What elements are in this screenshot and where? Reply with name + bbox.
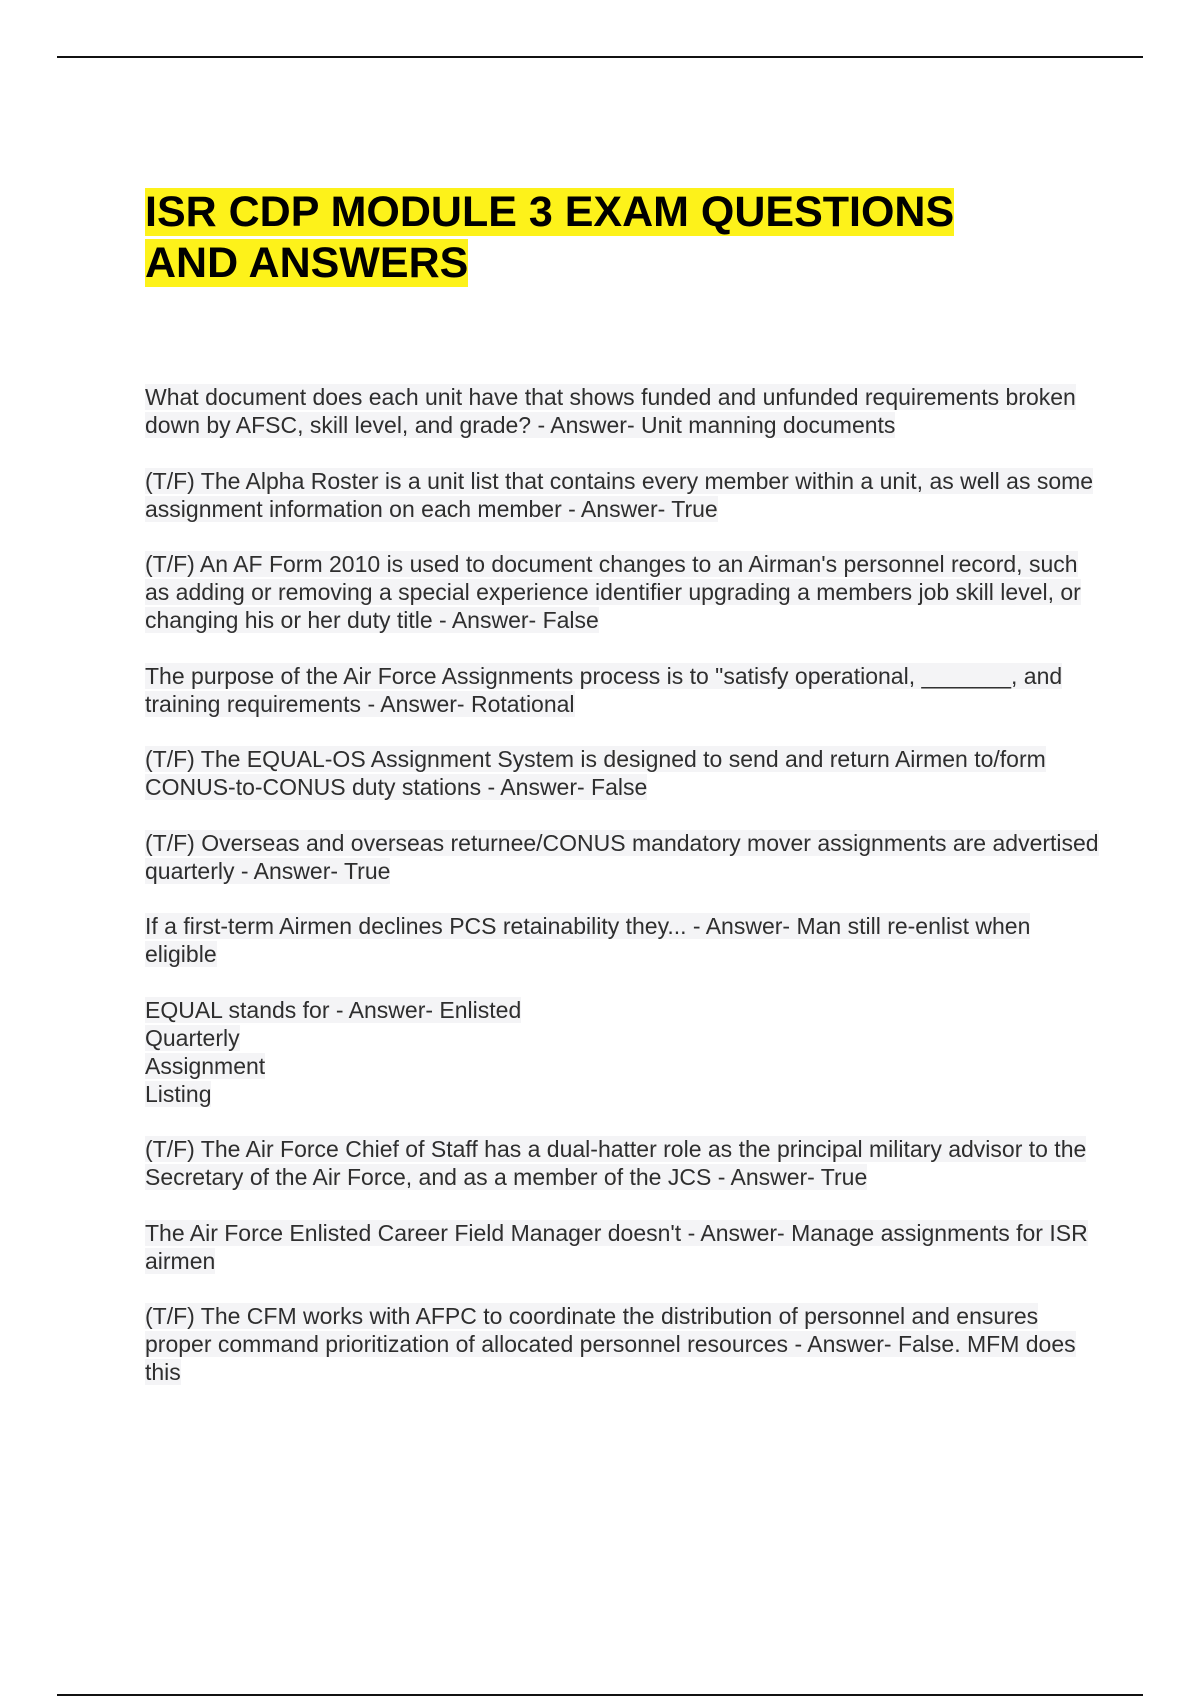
header-divider [57,56,1143,58]
qa-item [145,745,1105,801]
qa-text: (T/F) The EQUAL-OS Assignment System is designed to send and return Airmen to/form CONUS-to-CONUS duty stations - Answer- False [145,746,1046,800]
qa-text: If a first-term Airmen declines PCS retainability they... - Answer- Man still re-enlist when eligible [145,913,1031,967]
qa-text: (T/F) The CFM works with AFPC to coordinate the distribution of personnel and ensures proper command prioritization of allocated personnel resources - Answer- False. MFM does this [145,1303,1076,1385]
qa-item [145,467,1105,523]
qa-text: The Air Force Enlisted Career Field Manager doesn't - Answer- Manage assignments for ISR airmen [145,1219,1088,1274]
document-title [145,187,1045,289]
qa-list [145,383,1105,1414]
qa-text: EQUAL stands for - Answer- Enlisted Quarterly Assignment Listing [145,996,522,1107]
qa-item [145,383,1105,439]
qa-text: (T/F) Overseas and overseas returnee/CONUS mandatory mover assignments are advertised quarterly - Answer- True [145,829,1099,884]
qa-item [145,1135,1105,1191]
qa-item [145,1302,1105,1386]
qa-item [145,829,1105,885]
qa-text: (T/F) The Air Force Chief of Staff has a dual-hatter role as the principal military advisor to the Secretary of the Air Force, and as a member of the JCS - Answer- True [145,1136,1087,1190]
qa-item [145,996,1105,1108]
title-highlight: ISR CDP MODULE 3 EXAM QUESTIONS AND ANSWERS [145,188,955,287]
qa-item [145,912,1105,968]
qa-text: The purpose of the Air Force Assignments process is to "satisfy operational, _______, and training requirements - Answer- Rotational [145,662,1063,717]
qa-text: (T/F) An AF Form 2010 is used to document changes to an Airman's personnel record, such as adding or removing a special experience identifier upgrading a members job skill level, or changing his or her duty title - Answer- False [145,551,1081,633]
qa-text: What document does each unit have that shows funded and unfunded requirements broken down by AFSC, skill level, and grade? - Answer- Unit manning documents [145,384,1076,438]
qa-item [145,1219,1105,1275]
qa-text: (T/F) The Alpha Roster is a unit list that contains every member within a unit, as well as some assignment information on each member - Answer- True [145,467,1094,522]
footer-divider [57,1694,1143,1696]
qa-item [145,550,1105,634]
qa-item [145,662,1105,718]
